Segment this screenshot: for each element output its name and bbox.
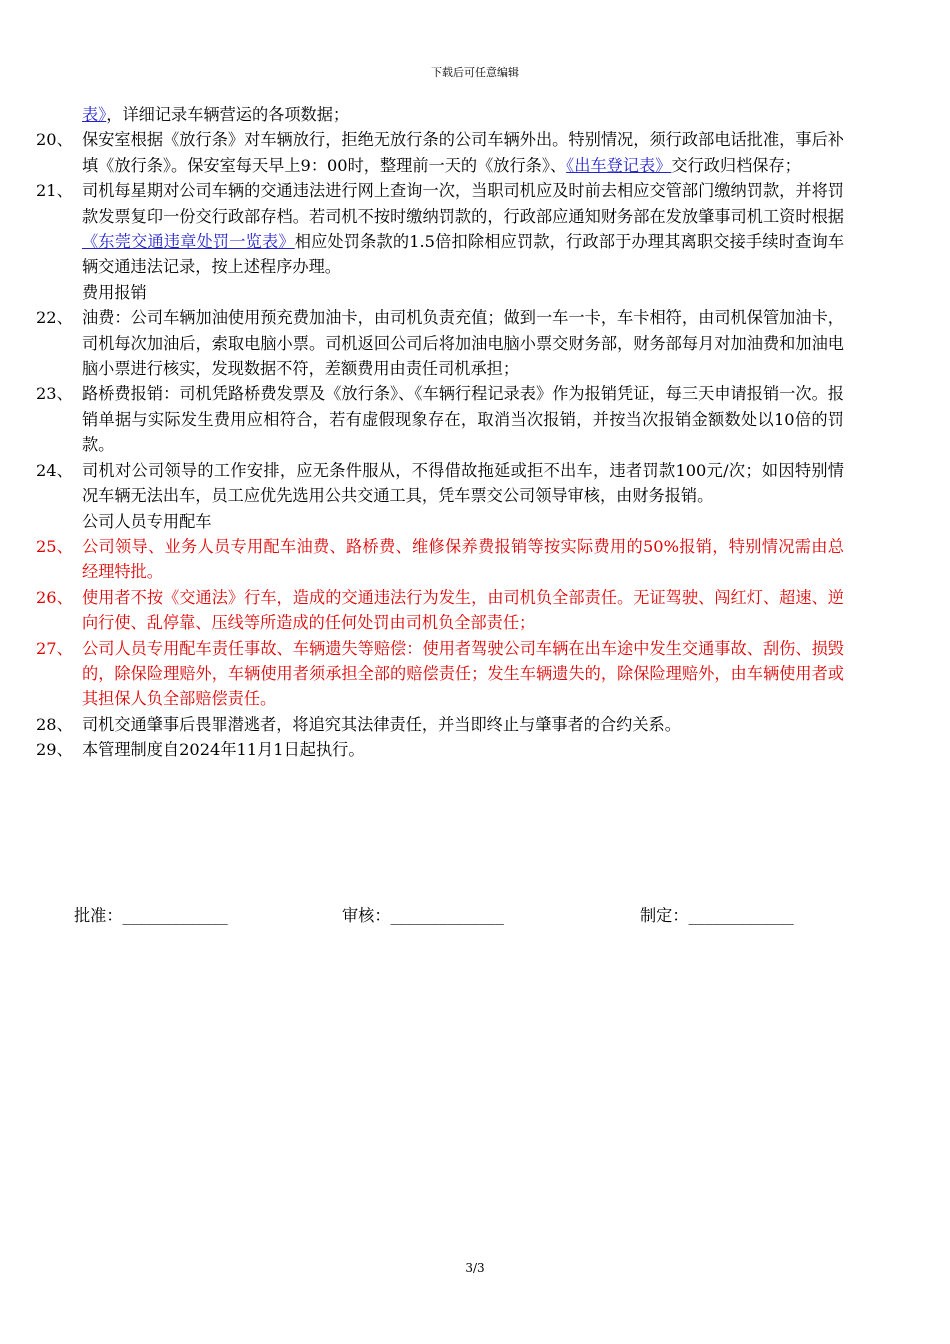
item-text: 司机交通肇事后畏罪潜逃者，将追究其法律责任，并当即终止与肇事者的合约关系。 [82, 714, 681, 734]
intro-line [36, 102, 844, 127]
page-header: 下载后可任意编辑 [431, 66, 519, 79]
item-text: 相应处罚条款的1.5倍扣除相应罚款，行政部于办理其离职交接手续时查询车辆交通违法记录，按上述程序办理。 [82, 232, 844, 277]
item-number: 25、 [36, 536, 73, 556]
list-item-20 [36, 127, 844, 178]
item-number: 29、 [36, 740, 73, 760]
item-number: 24、 [36, 460, 73, 480]
list-item-21 [36, 178, 844, 280]
approve-signature-line: 批准：_____________ [74, 906, 228, 925]
item-text: 本管理制度自2024年11月1日起执行。 [82, 740, 365, 760]
item-number: 20、 [36, 130, 73, 150]
section-heading-expenses [36, 280, 844, 305]
item-text: 公司人员专用配车责任事故、车辆遗失等赔偿：使用者驾驶公司车辆在出车途中发生交通事故、刮伤、损毁的，除保险理赔外，车辆使用者须承担全部的赔偿责任；发生车辆遗失的，除保险理赔外，由车辆使用者或其担保人负全部赔偿责任。 [82, 638, 844, 709]
list-item-25 [36, 534, 844, 585]
list-item-28 [36, 712, 844, 737]
list-item-26 [36, 585, 844, 636]
list-item-27 [36, 636, 844, 712]
item-number: 26、 [36, 587, 73, 607]
page-number: 3/3 [465, 1261, 485, 1275]
item-number: 22、 [36, 308, 73, 328]
heading-text: 费用报销 [82, 282, 147, 302]
intro-text: ，详细记录车辆营运的各项数据； [106, 105, 350, 124]
heading-text: 公司人员专用配车 [82, 511, 212, 531]
draft-signature-line: 制定：_____________ [640, 906, 794, 925]
item-number: 23、 [36, 384, 73, 404]
item-number: 27、 [36, 638, 73, 658]
item-text: 交行政归档保存； [671, 155, 801, 175]
dispatch-register-link[interactable]: 《出车登记表》 [566, 155, 672, 175]
item-text: 路桥费报销：司机凭路桥费发票及《放行条》、《车辆行程记录表》作为报销凭证，每三天申请报销一次。报销单据与实际发生费用应相符合，若有虚假现象存在，取消当次报销，并按当次报销金额数处以10倍的罚款。 [82, 384, 844, 455]
item-number: 21、 [36, 181, 73, 201]
section-heading-company-cars [36, 509, 844, 534]
document-body [36, 102, 844, 763]
review-signature-line: 审核：______________ [342, 906, 504, 925]
list-item-24 [36, 458, 844, 509]
item-number: 28、 [36, 714, 73, 734]
list-item-29 [36, 737, 844, 762]
violation-table-link[interactable]: 《东莞交通违章处罚一览表》 [82, 232, 295, 252]
item-text: 公司领导、业务人员专用配车油费、路桥费、维修保养费报销等按实际费用的50%报销，特别情况需由总经理特批。 [82, 536, 844, 582]
list-item-22 [36, 305, 844, 381]
item-text: 使用者不按《交通法》行车，造成的交通违法行为发生，由司机负全部责任。无证驾驶、闯红灯、超速、逆向行使、乱停靠、压线等所造成的任何处罚由司机负全部责任； [82, 587, 844, 633]
item-text: 司机每星期对公司车辆的交通违法进行网上查询一次，当职司机应及时前去相应交管部门缴纳罚款，并将罚款发票复印一份交行政部存档。若司机不按时缴纳罚款的，行政部应通知财务部在发放肇事司机工资时根据 [82, 181, 844, 226]
item-text: 保安室根据《放行条》对车辆放行，拒绝无放行条的公司车辆外出。特别情况，须行政部电话批准，事后补填《放行条》。保安室每天早上9：00时，整理前一天的《放行条》、 [82, 130, 844, 175]
table-link[interactable]: 表》 [82, 105, 107, 124]
list-item-23 [36, 381, 844, 457]
item-text: 油费：公司车辆加油使用预充费加油卡，由司机负责充值；做到一车一卡，车卡相符，由司机保管加油卡，司机每次加油后，索取电脑小票。司机返回公司后将加油电脑小票交财务部，财务部每月对加油费和加油电脑小票进行核实，发现数据不符，差额费用由责任司机承担； [82, 308, 844, 379]
item-text: 司机对公司领导的工作安排，应无条件服从，不得借故拖延或拒不出车，违者罚款100元/次；如因特别情况车辆无法出车，员工应优先选用公共交通工具，凭车票交公司领导审核，由财务报销。 [82, 460, 844, 506]
